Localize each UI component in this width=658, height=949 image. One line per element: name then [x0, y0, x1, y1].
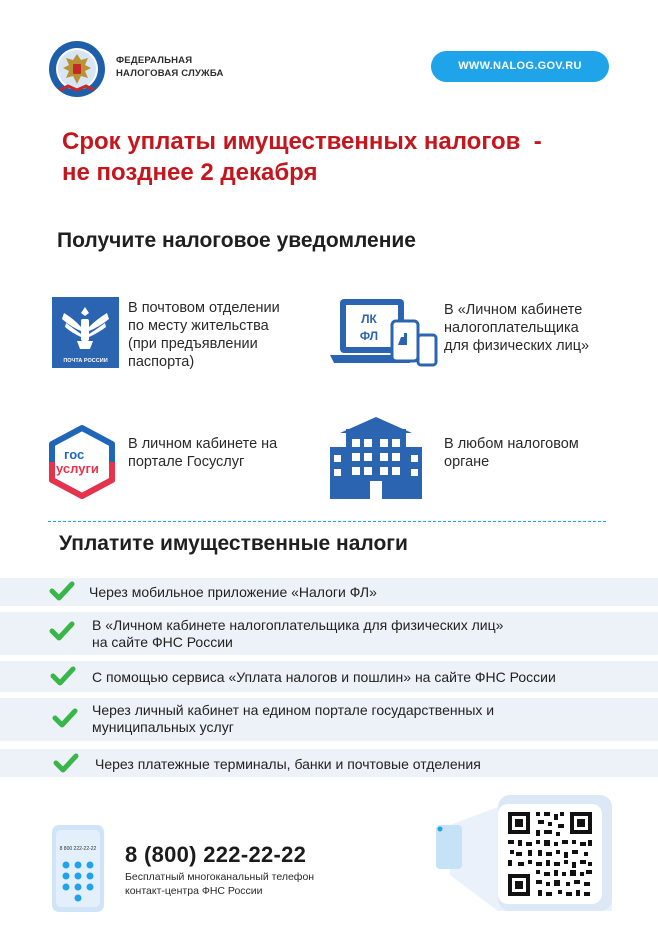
uslugi-logo-text: услуги	[56, 461, 99, 476]
section-divider	[48, 521, 606, 522]
lk-logo-text: ЛК	[361, 312, 377, 326]
deadline-title	[62, 126, 622, 188]
gosuslugi-icon	[46, 424, 118, 500]
header	[0, 0, 658, 110]
payment-method-text: Через мобильное приложение «Налоги ФЛ»	[89, 584, 377, 600]
notice-heading: Получите налоговое уведомление	[57, 229, 416, 252]
deadline-line2: не позднее 2 декабря	[62, 159, 318, 186]
post-logo-text: ПОЧТА РОССИИ	[63, 358, 108, 364]
deadline-line1: Срок уплаты имущественных налогов -	[62, 128, 542, 155]
notice-option-text: В почтовом отделении по месту жительства (при предъявлении паспорта)	[128, 300, 280, 370]
pay-heading: Уплатите имущественные налоги	[59, 532, 408, 555]
payment-method-text: Через платежные терминалы, банки и почтовые отделения	[95, 756, 481, 772]
notice-option-text: В личном кабинете на портале Госуслуг	[128, 436, 278, 470]
payment-method-text: В «Личном кабинете налогоплательщика для физических лиц» на сайте ФНС России	[92, 617, 504, 650]
notice-option-text: В «Личном кабинете налогоплательщика для физических лиц»	[444, 302, 590, 354]
phone-icon-number: 8 800 222-22-22	[59, 846, 97, 852]
qr-code-icon[interactable]	[498, 804, 602, 904]
org-name-line1: ФЕДЕРАЛЬНАЯ	[116, 55, 193, 66]
payment-method-text: С помощью сервиса «Уплата налогов и пошлин» на сайте ФНС России	[92, 669, 556, 685]
payment-method-row	[0, 661, 658, 692]
check-icon	[53, 752, 79, 774]
check-icon	[52, 707, 78, 729]
payment-method-row	[0, 698, 658, 741]
notice-option-text: В любом налоговом органе	[444, 436, 579, 470]
personal-account-icon	[330, 297, 440, 369]
post-office-icon	[52, 297, 119, 368]
payment-method-text: Через личный кабинет на едином портале государственных и муниципальных услуг	[92, 702, 495, 735]
phone-icon	[52, 825, 104, 912]
hotline-description: Бесплатный многоканальный телефон контакт-центра ФНС России	[125, 871, 315, 897]
payment-method-row	[0, 749, 658, 777]
fns-emblem-icon	[48, 40, 106, 98]
website-button[interactable]: WWW.NALOG.GOV.RU	[431, 51, 609, 82]
hotline-number[interactable]: 8 (800) 222-22-22	[125, 842, 307, 867]
qr-card	[498, 804, 602, 904]
check-icon	[49, 580, 75, 602]
gos-logo-text: гос	[64, 447, 85, 462]
tax-office-building-icon	[330, 417, 422, 499]
check-icon	[49, 620, 75, 642]
payment-method-row	[0, 578, 658, 606]
org-name-line2: НАЛОГОВАЯ СЛУЖБА	[116, 68, 224, 79]
check-icon	[50, 665, 76, 687]
org-name	[116, 54, 224, 80]
payment-method-row	[0, 612, 658, 655]
fl-logo-text: ФЛ	[359, 329, 379, 343]
